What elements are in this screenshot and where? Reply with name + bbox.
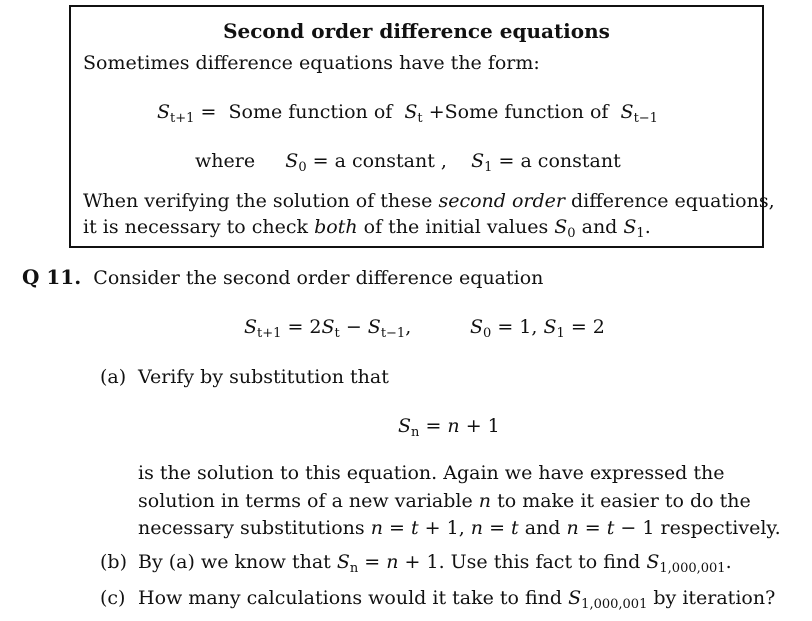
note-text: and: [575, 216, 624, 238]
line-text: =: [358, 551, 387, 573]
line-text: solution in terms of a new variable: [138, 490, 479, 512]
eq-symbol: S: [321, 316, 335, 338]
var-t: t: [606, 517, 615, 539]
initial-conditions: [195, 150, 621, 175]
s1-symbol: S: [471, 150, 485, 172]
note-text: of the initial values: [357, 216, 555, 238]
note-text: When verifying the solution of these: [83, 190, 439, 212]
eq-sub: 1: [556, 326, 565, 341]
eq-symbol: S: [336, 551, 350, 573]
note-emphasis: second order: [438, 190, 565, 212]
question-initial-values: [470, 316, 605, 341]
note-line-1: [83, 190, 775, 212]
solution-equation: [398, 415, 500, 440]
eq-sub: t−1: [380, 326, 406, 341]
question-text: Consider the second order difference equation: [93, 267, 544, 289]
eq-text: =: [419, 415, 448, 437]
part-c-label: (c): [100, 587, 126, 609]
eq-text: −: [339, 316, 368, 338]
eq-text: = 2: [281, 316, 322, 338]
var-n: n: [478, 490, 492, 512]
line-text: .: [725, 551, 732, 573]
eq-sub: t: [334, 326, 340, 341]
line-text: necessary substitutions: [138, 517, 371, 539]
box-title: Second order difference equations: [223, 19, 610, 43]
part-a-label: (a): [100, 366, 127, 388]
part-c-text: [138, 587, 776, 612]
line-text: By (a) we know that: [138, 551, 337, 573]
eq-s1-sub: t: [417, 111, 423, 126]
line-text: − 1 respectively.: [614, 517, 781, 539]
eq-sub: 1,000,001: [659, 561, 726, 576]
eq-symbol: S: [470, 316, 484, 338]
var-t: t: [511, 517, 519, 539]
line-text: =: [578, 517, 607, 539]
eq-equals: =: [200, 101, 217, 123]
where-label: where: [195, 150, 256, 172]
eq-part2: Some function of: [444, 101, 609, 123]
eq-sub: t+1: [257, 326, 282, 341]
line-text: =: [483, 517, 512, 539]
var-n: n: [470, 517, 484, 539]
line-text: + 1,: [418, 517, 471, 539]
question-label: Q 11.: [22, 265, 82, 289]
eq-symbol: S: [244, 316, 258, 338]
s0-sub: 0: [298, 160, 307, 175]
eq-s1: S: [404, 101, 418, 123]
note-text: difference equations,: [564, 190, 775, 212]
note-text: .: [644, 216, 651, 238]
part-a-text: Verify by substitution that: [138, 366, 389, 388]
part-a-line-2: [138, 490, 751, 512]
note-emphasis: both: [314, 216, 358, 238]
question-equation: [244, 316, 412, 341]
eq-part1: Some function of: [228, 101, 393, 123]
s1-rest: = a constant: [498, 150, 621, 172]
var-n: n: [386, 551, 399, 573]
s0-symbol: S: [285, 150, 299, 172]
general-equation: [157, 101, 658, 126]
s0-symbol: S: [554, 216, 568, 238]
eq-symbol: S: [367, 316, 381, 338]
question-header: [22, 265, 543, 289]
line-text: to make it easier to do the: [491, 490, 751, 512]
note-text: it is necessary to check: [83, 216, 315, 238]
eq-sub: 1,000,001: [581, 597, 648, 612]
eq-text: ,: [405, 316, 412, 338]
eq-symbol: n: [447, 415, 460, 437]
eq-sub: 0: [483, 326, 492, 341]
line-text: + 1. Use this fact to find: [398, 551, 647, 573]
eq-text: = 1,: [491, 316, 544, 338]
part-a-line-3: [138, 517, 781, 539]
eq-s2: S: [620, 101, 634, 123]
definition-box: [69, 5, 775, 248]
eq-symbol: S: [398, 415, 412, 437]
eq-symbol: S: [543, 316, 557, 338]
part-a-line-1: is the solution to this equation. Again we have expressed the: [138, 462, 725, 484]
s1-sub: 1: [484, 160, 493, 175]
eq-lhs: S: [157, 101, 171, 123]
var-n: n: [370, 517, 383, 539]
eq-symbol: S: [568, 587, 582, 609]
s1-symbol: S: [623, 216, 637, 238]
eq-symbol: S: [646, 551, 660, 573]
eq-text: + 1: [459, 415, 500, 437]
eq-plus: +: [428, 101, 445, 123]
line-text: by iteration?: [647, 587, 776, 609]
eq-lhs-sub: t+1: [170, 111, 195, 126]
var-n: n: [566, 517, 579, 539]
s1-sub: 1: [636, 226, 645, 241]
eq-text: = 2: [564, 316, 605, 338]
line-text: =: [382, 517, 411, 539]
eq-sub: n: [411, 425, 420, 440]
eq-s2-sub: t−1: [633, 111, 658, 126]
box-intro: Sometimes difference equations have the form:: [83, 52, 540, 74]
part-b-text: [138, 551, 732, 576]
line-text: and: [518, 517, 567, 539]
part-b-label: (b): [100, 551, 127, 573]
eq-sub: n: [349, 561, 359, 576]
note-line-2: [83, 216, 651, 241]
s0-sub: 0: [567, 226, 576, 241]
var-t: t: [410, 517, 419, 539]
line-text: How many calculations would it take to find: [138, 587, 569, 609]
s0-rest: = a constant ,: [312, 150, 447, 172]
